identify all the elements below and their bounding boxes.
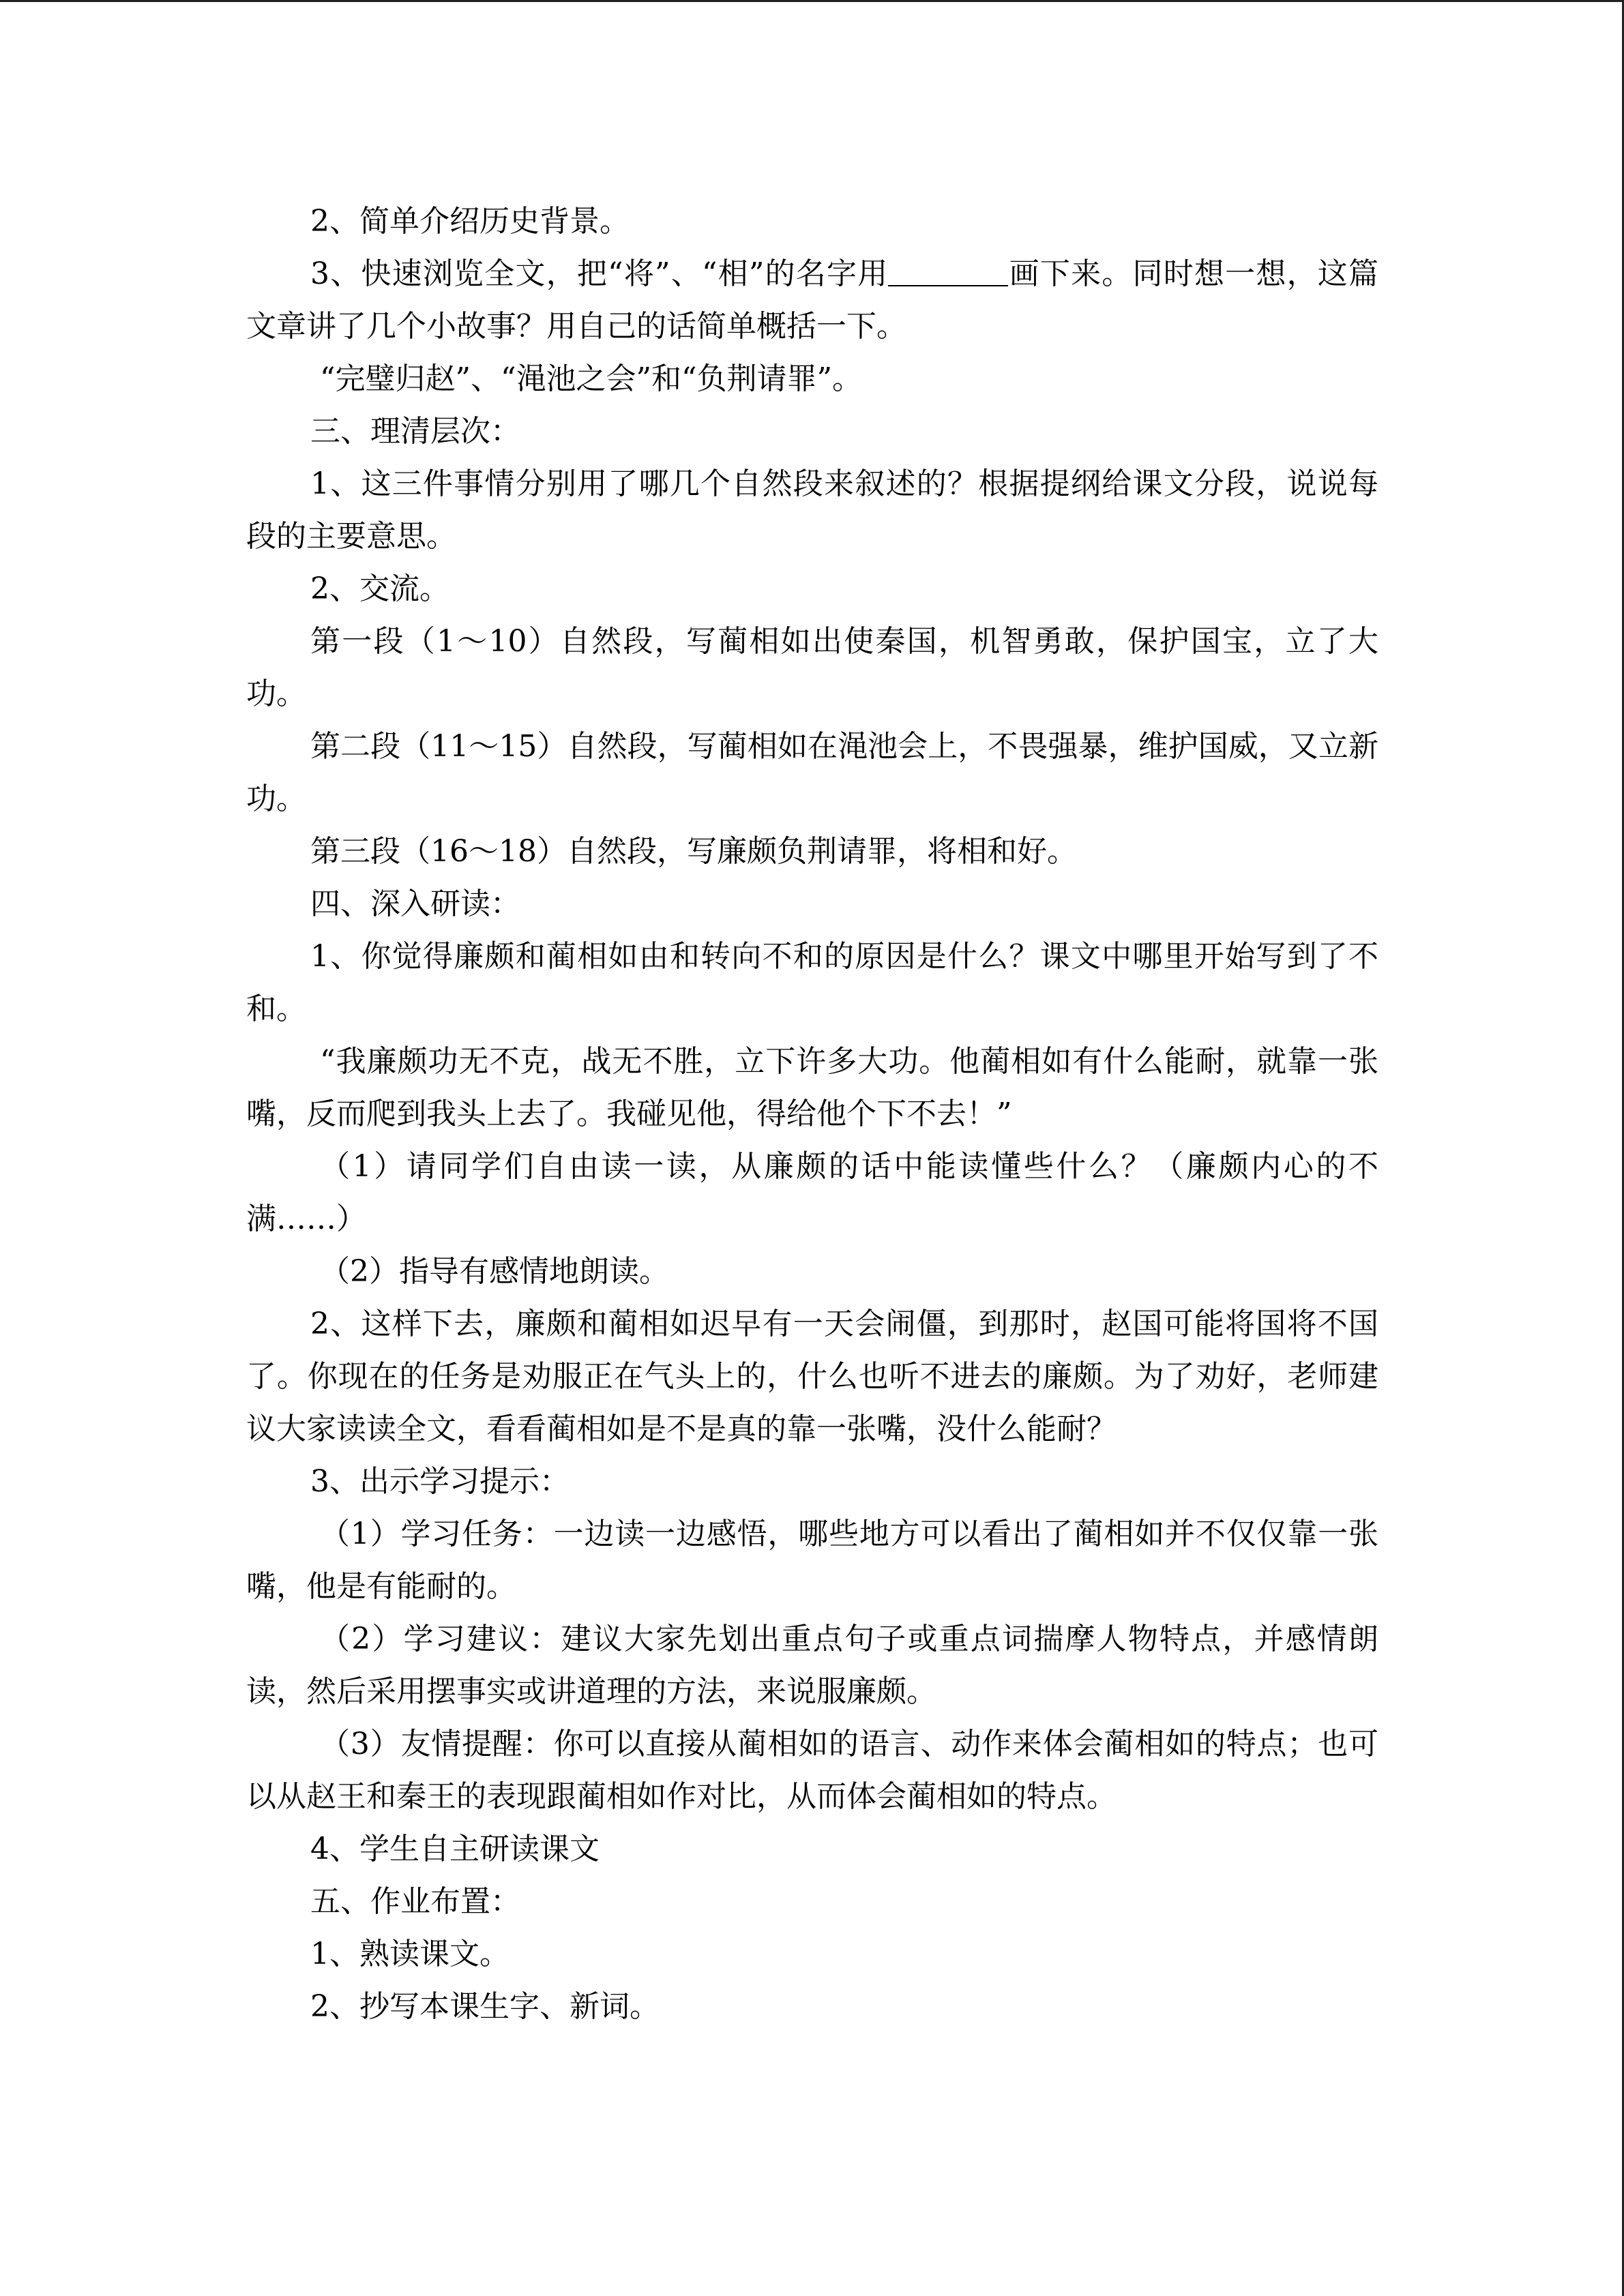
- paragraph-19: （3）友情提醒：你可以直接从蔺相如的语言、动作来体会蔺相如的特点；也可以从赵王和秦王的表现跟蔺相如作对比，从而体会蔺相如的特点。: [246, 1727, 1378, 1814]
- paragraph-5: 1、这三件事情分别用了哪几个自然段来叙述的？根据提纲给课文分段，说说每段的主要意思。: [246, 466, 1378, 554]
- paragraph-15: 2、这样下去，廉颇和蔺相如迟早有一天会闹僵，到那时，赵国可能将国将不国了。你现在的任务是劝服正在气头上的，什么也听不进去的廉颇。为了劝好，老师建议大家读读全文，看看蔺相如是不是真的靠一张嘴，没什么能耐？: [246, 1307, 1378, 1446]
- paragraph-8: 第二段（11～15）自然段，写蔺相如在渑池会上，不畏强暴，维护国威，又立新功。: [246, 729, 1378, 816]
- paragraph-20: 4、学生自主研读课文: [310, 1832, 600, 1866]
- paragraph-2-part-1: 3、快速浏览全文，把“将”、“相”的名字用: [310, 256, 889, 291]
- paragraph-11: 1、你觉得廉颇和蔺相如由和转向不和的原因是什么？课文中哪里开始写到了不和。: [246, 939, 1378, 1026]
- paragraph-1: 2、简单介绍历史背景。: [310, 204, 630, 239]
- fill-in-blank: [888, 255, 1008, 286]
- paragraph-7: 第一段（1～10）自然段，写蔺相如出使秦国，机智勇敢，保护国宝，立了大功。: [246, 624, 1378, 711]
- quote-paragraph: “我廉颇功无不克，战无不胜，立下许多大功。他蔺相如有什么能耐，就靠一张嘴，反而爬到我头上去了。我碰见他，得给他个下不去！”: [246, 1044, 1378, 1131]
- page-top-border: [0, 0, 1624, 2]
- paragraph-18: （2）学习建议：建议大家先划出重点句子或重点词揣摩人物特点，并感情朗读，然后采用摆事实或讲道理的方法，来说服廉颇。: [246, 1622, 1378, 1709]
- paragraph-2: [246, 248, 1378, 353]
- paragraph-13: （1）请同学们自由读一读，从廉颇的话中能读懂些什么？（廉颇内心的不满……）: [246, 1149, 1378, 1236]
- paragraph-17: （1）学习任务：一边读一边感悟，哪些地方可以看出了蔺相如并不仅仅靠一张嘴，他是有能耐的。: [246, 1517, 1378, 1604]
- paragraph-6: 2、交流。: [310, 571, 449, 606]
- section-heading-3: 三、理清层次：: [310, 414, 520, 449]
- section-heading-4: 四、深入研读：: [310, 886, 520, 921]
- paragraph-16: 3、出示学习提示：: [310, 1464, 570, 1499]
- paragraph-3: “完璧归赵”、“渑池之会”和“负荆请罪”。: [320, 361, 862, 396]
- paragraph-23: 2、抄写本课生字、新词。: [310, 1989, 660, 2024]
- paragraph-2-part-2: 画下来。同时想一想，这篇文章讲了几个小故事？用自己的话简单概括一下。: [246, 256, 1378, 344]
- section-heading-5: 五、作业布置：: [310, 1884, 520, 1919]
- paragraph-22: 1、熟读课文。: [310, 1937, 510, 1971]
- paragraph-14: （2）指导有感情地朗读。: [320, 1254, 669, 1289]
- paragraph-9: 第三段（16～18）自然段，写廉颇负荆请罪，将相和好。: [310, 834, 1077, 869]
- document-body: [246, 195, 1378, 2033]
